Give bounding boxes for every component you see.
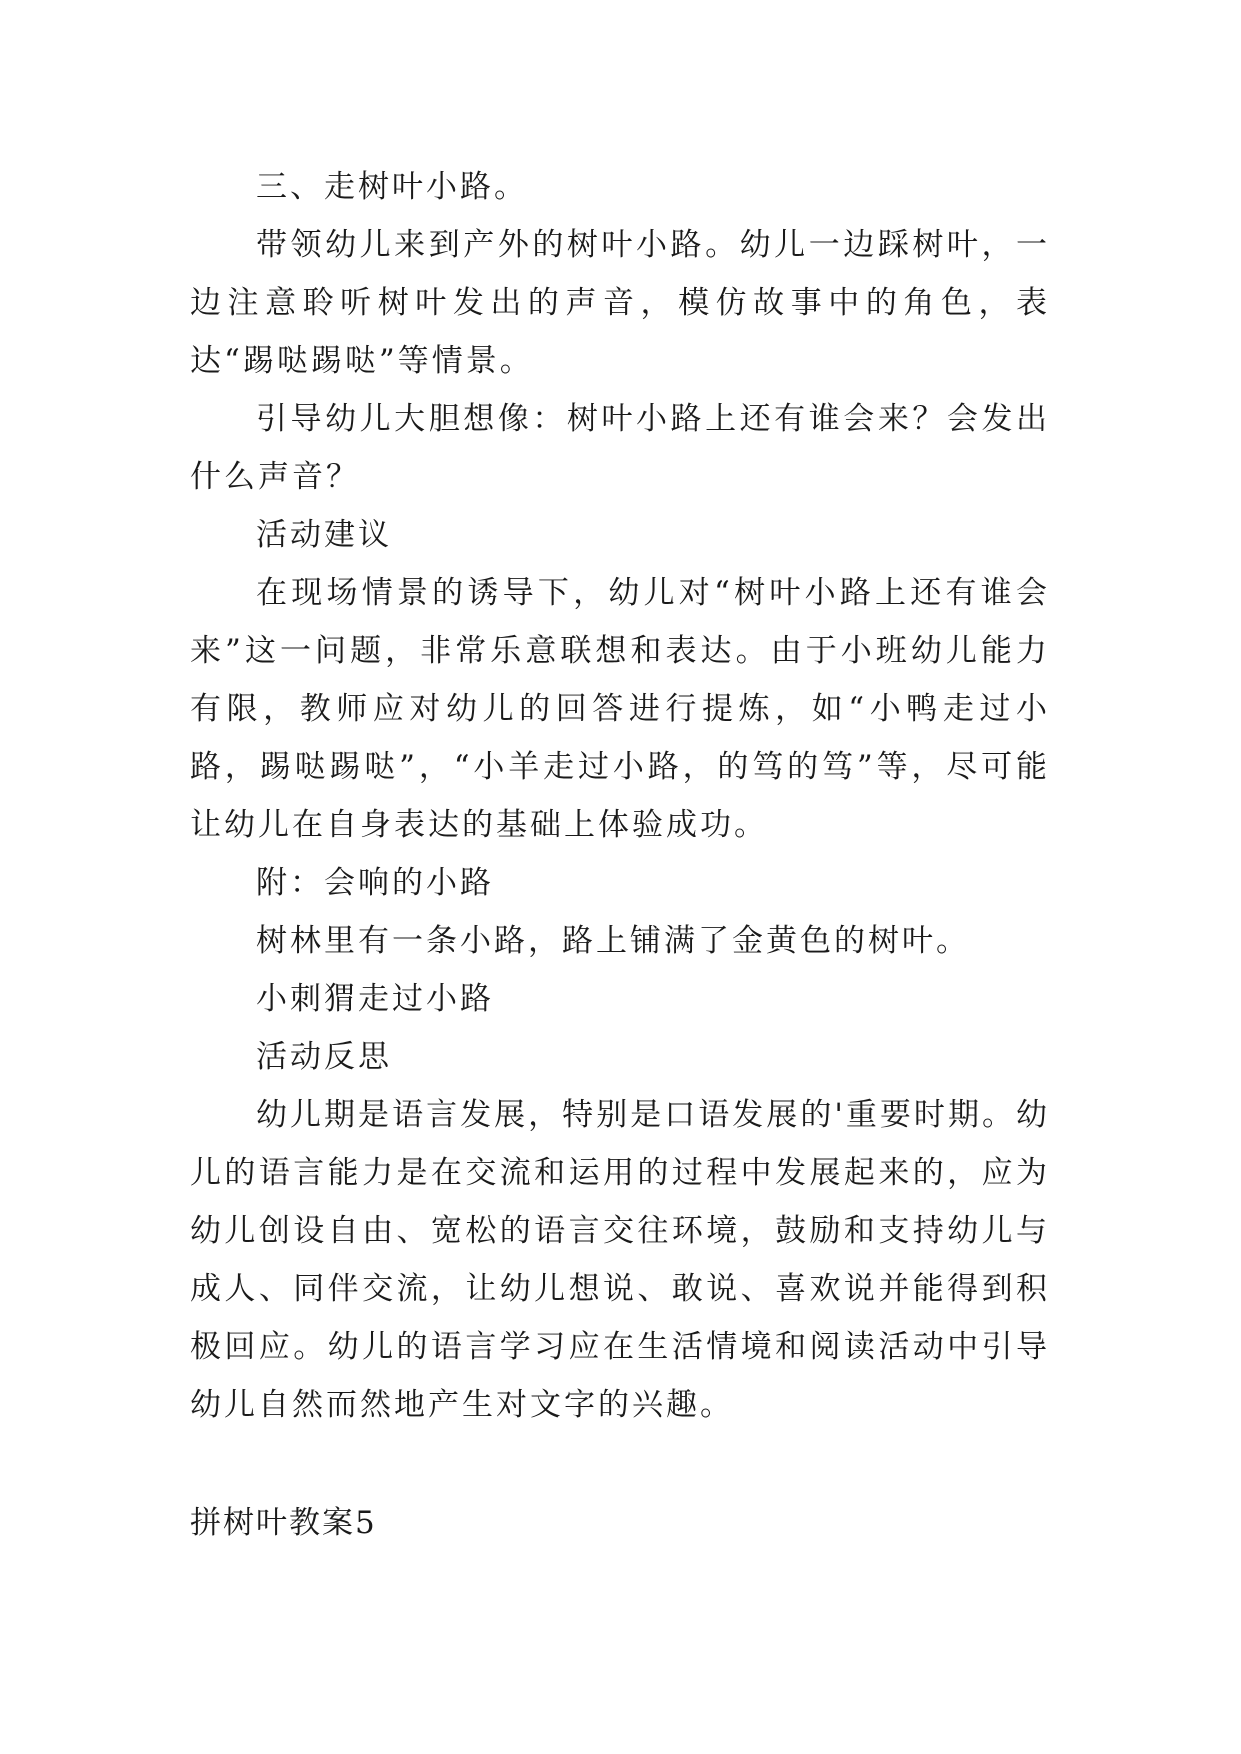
- section-title-walk-leaf-path: 三、走树叶小路。: [256, 169, 528, 205]
- appendix-title: 附：会响的小路: [256, 865, 494, 901]
- story-line-2: 小刺猬走过小路: [256, 981, 494, 1017]
- paragraph-imagination: 引导幼儿大胆想像：树叶小路上还有谁会来？会发出什么声音？: [190, 401, 1050, 495]
- next-section-heading: 拼树叶教案5: [190, 1505, 377, 1541]
- paragraph-reflection: 幼儿期是语言发展，特别是口语发展的'重要时期。幼儿的语言能力是在交流和运用的过程中发展起来的，应为幼儿创设自由、宽松的语言交往环境，鼓励和支持幼儿与成人、同伴交流，让幼儿想说、敢说、喜欢说并能得到积极回应。幼儿的语言学习应在生活情境和阅读活动中引导幼儿自然而然地产生对文字的兴趣。: [190, 1097, 1050, 1423]
- subheading-activity-reflection: 活动反思: [256, 1039, 392, 1075]
- paragraph-lead-children: 带领幼儿来到产外的树叶小路。幼儿一边踩树叶，一边注意聆听树叶发出的声音，模仿故事中的角色，表达“踢哒踢哒”等情景。: [190, 227, 1050, 379]
- paragraph-suggestions: 在现场情景的诱导下，幼儿对“树叶小路上还有谁会来”这一问题，非常乐意联想和表达。由于小班幼儿能力有限，教师应对幼儿的回答进行提炼，如“小鸭走过小路，踢哒踢哒”，“小羊走过小路，的笃的笃”等，尽可能让幼儿在自身表达的基础上体验成功。: [190, 575, 1050, 843]
- document-body: [190, 158, 1050, 1434]
- story-line-1: 树林里有一条小路，路上铺满了金黄色的树叶。: [256, 923, 970, 959]
- subheading-activity-suggestions: 活动建议: [256, 517, 392, 553]
